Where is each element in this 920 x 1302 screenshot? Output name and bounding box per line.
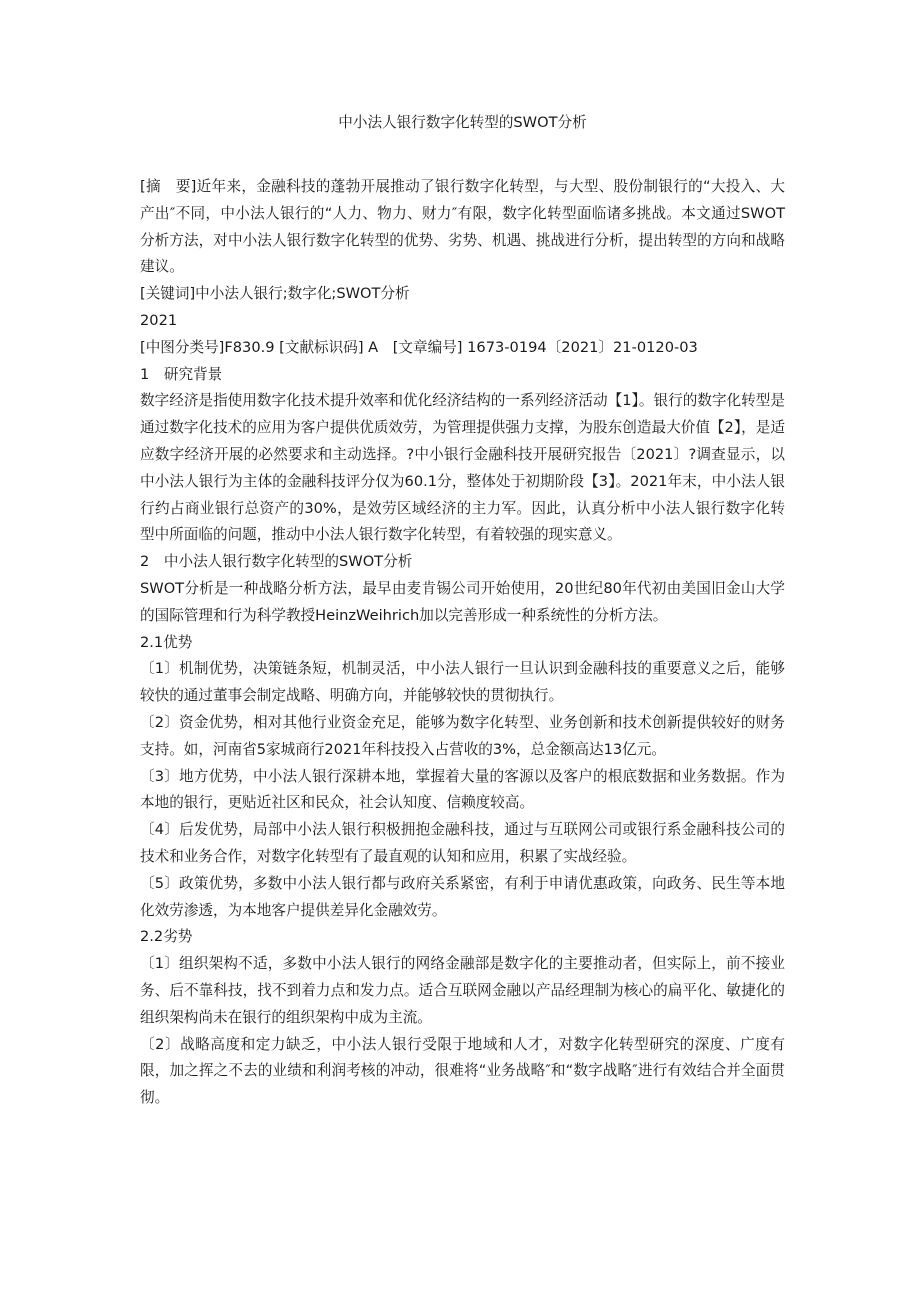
document-page	[140, 110, 785, 1112]
section-2-2-heading: 2.2劣势	[140, 928, 193, 946]
section-2-heading: 2 中小法人银行数字化转型的SWOT分析	[140, 553, 413, 571]
keywords: [关键词]中小法人银行;数字化;SWOT分析	[140, 285, 410, 303]
strength-item-4: 〔4〕后发优势，局部中小法人银行积极拥抱金融科技，通过与互联网公司或银行系金融科技公司的技术和业务合作，对数字化转型有了最直观的认知和应用，积累了实战经验。	[140, 821, 785, 865]
year: 2021	[140, 311, 178, 329]
section-2-body: SWOT分析是一种战略分析方法，最早由麦肯锡公司开始使用，20世纪80年代初由美国旧金山大学的国际管理和行为科学教授HeinzWeihrich加以完善形成一种系统性的分析方法。	[140, 579, 785, 624]
strength-item-3: 〔3〕地方优势，中小法人银行深耕本地，掌握着大量的客源以及客户的根底数据和业务数据。作为本地的银行，更贴近社区和民众，社会认知度、信赖度较高。	[140, 767, 785, 812]
abstract: [摘 要]近年来，金融科技的蓬勃开展推动了银行数字化转型，与大型、股份制银行的“大投入、大产出″不同，中小法人银行的“人力、物力、财力″有限，数字化转型面临诸多挑战。本文通过SWOT分析方法，对中小法人银行数字化转型的优势、劣势、机遇、挑战进行分析，提出转型的方向和战略建议。	[140, 178, 785, 276]
weakness-item-1: 〔1〕组织架构不适，多数中小法人银行的网络金融部是数字化的主要推动者，但实际上，前不接业务、后不靠科技，找不到着力点和发力点。适合互联网金融以产品经理制为核心的扁平化、敏捷化的组织架构尚未在银行的组织架构中成为主流。	[140, 955, 785, 1026]
section-1-body: 数字经济是指使用数字化技术提升效率和优化经济结构的一系列经济活动【1】。银行的数字化转型是通过数字化技术的应用为客户提供优质效劳，为管理提供强力支撑，为股东创造最大价值【2】，是适应数字经济开展的必然要求和主动选择。?中小银行金融科技开展研究报告〔2021〕?调查显示，以中小法人银行为主体的金融科技评分仅为60.1分，整体处于初期阶段【3】。2021年末，中小法人银行约占商业银行总资产的30%，是效劳区域经济的主力军。因此，认真分析中小法人银行数字化转型中所面临的问题，推动中小法人银行数字化转型，有着较强的现实意义。	[140, 392, 785, 544]
strength-item-5: 〔5〕政策优势，多数中小法人银行都与政府关系紧密，有利于申请优惠政策，向政务、民生等本地化效劳渗透，为本地客户提供差异化金融效劳。	[140, 874, 785, 919]
weakness-item-2: 〔2〕战略高度和定力缺乏，中小法人银行受限于地域和人才，对数字化转型研究的深度、广度有限，加之挥之不去的业绩和利润考核的冲动，很难将“业务战略″和“数字战略″进行有效结合并全面贯彻。	[140, 1035, 785, 1107]
section-2-1-heading: 2.1优势	[140, 633, 193, 651]
document-title: 中小法人银行数字化转型的SWOT分析	[338, 114, 587, 131]
strength-item-1: 〔1〕机制优势，决策链条短，机制灵活，中小法人银行一旦认识到金融科技的重要意义之后，能够较快的通过董事会制定战略、明确方向，并能够较快的贯彻执行。	[140, 660, 785, 705]
strength-item-2: 〔2〕资金优势，相对其他行业资金充足，能够为数字化转型、业务创新和技术创新提供较好的财务支持。如，河南省5家城商行2021年科技投入占营收的3%，总金额高达13亿元。	[140, 713, 785, 758]
section-1-heading: 1 研究背景	[140, 365, 223, 383]
classification-info: [中图分类号]F830.9 [文献标识码] A [文章编号] 1673-0194〔2021〕21-0120-03	[140, 338, 698, 356]
